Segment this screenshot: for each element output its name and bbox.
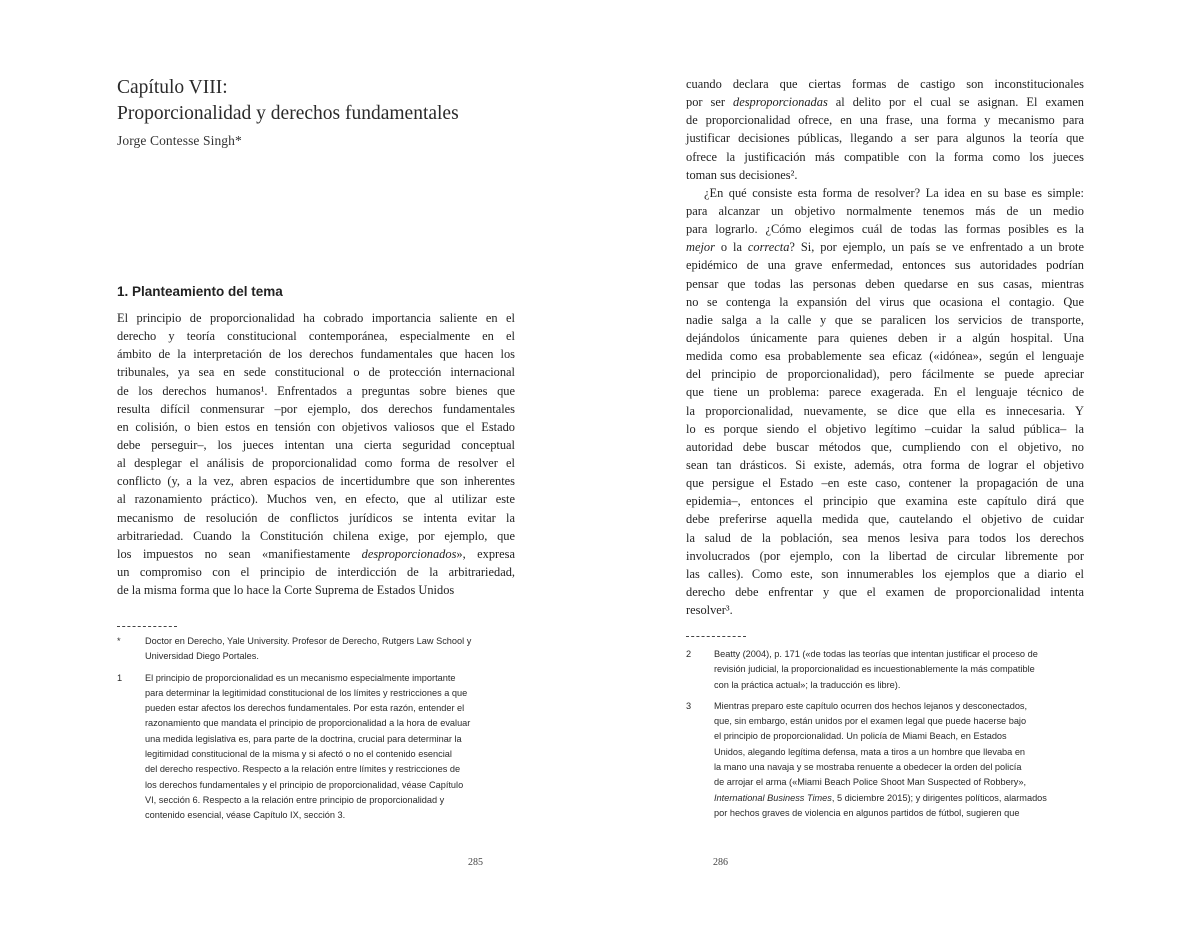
text-line: dejándolos únicamente para quienes deben ir a algún hospital. Una (686, 330, 1084, 345)
text-line: epidémico de una grave enfermedad, entonces sus autoridades podrían (686, 258, 1084, 273)
text-line: que persigue el Estado –en este caso, contener la propagación de una (686, 476, 1084, 491)
footnote-line: la mano una navaja y se mostraba renuente a obedecer la orden del policía (714, 762, 1022, 773)
text-line: la salud de la población, sea menos lesiva para todos los derechos (686, 530, 1084, 545)
footnote-line: legitimidad constitucional de la misma y si afectó o no el contenido esencial (145, 749, 452, 760)
text-line: arbitrariedad. Cuando la Constitución chilena exige, por ejemplo, que (117, 528, 515, 543)
right-footnotes (686, 647, 1084, 827)
text-line: ofrece la justificación más compatible con la forma como los jueces (686, 149, 1084, 164)
footnote-line: pueden estar afectos los derechos fundamentales. Por esta razón, entender el (145, 703, 465, 714)
text-line: las calles). Como este, son innumerables los ejemplos que a diario el (686, 566, 1084, 581)
author-name: Jorge Contesse Singh* (117, 133, 242, 148)
footnote-line: VI, sección 6. Respecto a la relación entre principio de proporcionalidad y (145, 794, 445, 805)
text-line: los impuestos no sean «manifiestamente desproporcionados», expresa (117, 546, 516, 561)
text-line: justificar decisiones públicas, llegando a ser para algunos la teoría que (686, 131, 1084, 146)
footnote-line: con la práctica actual»; la traducción es libre). (714, 679, 901, 690)
text-line: mecanismo de resolución de conflictos jurídicos se intenta evitar la (117, 510, 515, 525)
text-line: debe perseguir–, los jueces intentan una cierta seguridad conceptual (117, 437, 515, 452)
footnote-line: Unidos, alegando legítima defensa, mata a tiros a un hombre que llevaba en (714, 746, 1026, 757)
footnote (686, 699, 1084, 821)
footnote-line: International Business Times, 5 diciembre 2015); y dirigentes políticos, alarmados (714, 792, 1047, 803)
text-line: autoridad debe buscar métodos que, cumpliendo con el objetivo, no (686, 439, 1084, 454)
text-line: cuando declara que ciertas formas de castigo son inconstitucionales (686, 77, 1084, 91)
text-line: lo es porque siendo el objetivo legítimo –cuidar la salud pública– la (686, 421, 1084, 436)
footnote-mark: * (117, 636, 121, 646)
text-line: sean tan drásticos. Si existe, además, otra forma de lograr el objetivo (686, 457, 1084, 472)
footnote-line: por hechos graves de violencia en algunos partidos de fútbol, sugieren que (714, 807, 1020, 818)
chapter-title (117, 75, 515, 127)
footnote (117, 634, 515, 665)
footnote-mark: 1 (117, 672, 123, 683)
chapter-name: Proporcionalidad y derechos fundamentales (117, 103, 459, 124)
text-line: en colisión, o bien estos en tensión con objetivos valiosos que el Estado (117, 419, 515, 434)
text-line: derecho debe enfrentar y que el examen de proporcionalidad intenta (686, 584, 1084, 599)
text-line: epidemia–, entonces el principio que examina este capítulo dirá que (686, 494, 1084, 509)
left-footnotes (117, 634, 515, 830)
text-line: de los derechos humanos¹. Enfrentados a preguntas sobre bienes que (117, 383, 515, 398)
text-line: no se contenga la expansión del virus que ocasiona el contagio. Que (686, 294, 1084, 309)
footnote-line: de arrojar el arma («Miami Beach Police Shoot Man Suspected of Robbery», (714, 777, 1027, 788)
right-body-text (686, 75, 1084, 619)
text-line: para lograrlo. ¿Cómo elegimos cuál de todas las formas posibles es la (686, 222, 1084, 237)
text-line: de proporcionalidad ofrece, en una frase, una forma y mecanismo para (686, 113, 1084, 128)
footnote-line: para determinar la legitimidad constitucional de los límites y restricciones a que (145, 687, 468, 698)
text-line: derecho y teoría constitucional contemporánea, especialmente en el (117, 329, 515, 344)
left-body-text (117, 309, 515, 599)
text-line: ámbito de la interpretación de los derechos fundamentales que hacen los (117, 347, 515, 362)
text-line: involucrados (por ejemplo, con la libertad de circular libremente por (686, 548, 1084, 563)
footnote-line: que, sin embargo, están unidos por el examen legal que puede hacerse bajo (714, 716, 1027, 727)
text-line: toman sus decisiones². (686, 167, 798, 182)
footnote-line: Mientras preparo este capítulo ocurren dos hechos lejanos y desconectados, (714, 700, 1028, 711)
page-number: 285 (468, 857, 483, 868)
left-page (117, 0, 515, 927)
text-line: conflicto (y, a la vez, abren espacios de incertidumbre que son inherentes (117, 474, 515, 489)
text-line: resulta difícil conmensurar –por ejemplo, dos derechos fundamentales (117, 401, 515, 416)
footnote-line: los derechos fundamentales y el principio de proporcionalidad, véase Capítulo (145, 779, 464, 790)
footnote-rule (117, 626, 177, 627)
text-line: mejor o la correcta? Si, por ejemplo, un país se ve enfrentado a un brote (686, 240, 1084, 255)
text-line: del principio de proporcionalidad), pero fácilmente se puede apreciar (686, 367, 1084, 382)
footnote-line: Doctor en Derecho, Yale University. Profesor de Derecho, Rutgers Law School y (145, 636, 472, 646)
text-line: tribunales, ya sea en sede constitucional o de protección internacional (117, 365, 515, 380)
footnote (117, 671, 515, 824)
right-page (686, 0, 1084, 927)
text-line: la proporcionalidad, nuevamente, se dice que ella es innecesaria. Y (686, 403, 1084, 418)
footnote-line: del derecho respectivo. Respecto a la relación entre límites y restricciones de (145, 764, 461, 775)
text-line: medida como esa probablemente sea eficaz («idónea», según el lenguaje (686, 349, 1084, 364)
text-line: debe preferirse aquella medida que, cautelando el objetivo de cuidar (686, 512, 1084, 527)
text-line: que tiene un problema: parece exagerada. En el lenguaje técnico de (686, 385, 1084, 400)
text-line: para alcanzar un objetivo normalmente tenemos más de un medio (686, 203, 1084, 218)
footnote-line: contenido esencial, véase Capítulo IX, sección 3. (145, 810, 346, 821)
footnote-line: Universidad Diego Portales. (145, 651, 259, 662)
text-line: ¿En qué consiste esta forma de resolver? La idea en su base es simple: (704, 185, 1084, 200)
footnote-line: Beatty (2004), p. 171 («de todas las teorías que intentan justificar el proceso de (714, 649, 1038, 659)
page-number: 286 (713, 857, 728, 868)
footnote-line: razonamiento que mandata el principio de proporcionalidad a la hora de evaluar (145, 718, 471, 729)
section-heading: 1. Planteamiento del tema (117, 284, 283, 299)
text-line: pensar que todas las personas deben quedarse en sus casas, mientras (686, 276, 1084, 291)
footnote-line: revisión judicial, la proporcionalidad es incuestionablemente la más compatible (714, 664, 1035, 675)
footnote-rule (686, 636, 746, 637)
text-line: un compromiso con el principio de interdicción de la arbitrariedad, (117, 564, 515, 579)
footnote-line: El principio de proporcionalidad es un mecanismo especialmente importante (145, 672, 456, 683)
footnote (686, 647, 1084, 693)
footnote-line: una medida legislativa es, para parte de la doctrina, crucial para determinar la (145, 733, 462, 744)
text-line: al desplegar el análisis de proporcionalidad como forma de resolver el (117, 456, 515, 471)
footnote-line: el principio de proporcionalidad. Un policía de Miami Beach, en Estados (714, 731, 1007, 742)
chapter-label: Capítulo VIII: (117, 77, 228, 98)
text-line: nadie salga a la calle y que se paralicen los servicios de transporte, (686, 312, 1084, 327)
text-line: al razonamiento práctico). Muchos ven, en efecto, que al utilizar este (117, 492, 515, 507)
footnote-mark: 2 (686, 649, 692, 659)
text-line: resolver³. (686, 603, 733, 618)
text-line: El principio de proporcionalidad ha cobrado importancia saliente en el (117, 311, 515, 325)
footnote-mark: 3 (686, 700, 692, 711)
text-line: por ser desproporcionadas al delito por el cual se asignan. El examen (686, 95, 1084, 110)
text-line: de la misma forma que lo hace la Corte Suprema de Estados Unidos (117, 583, 455, 598)
